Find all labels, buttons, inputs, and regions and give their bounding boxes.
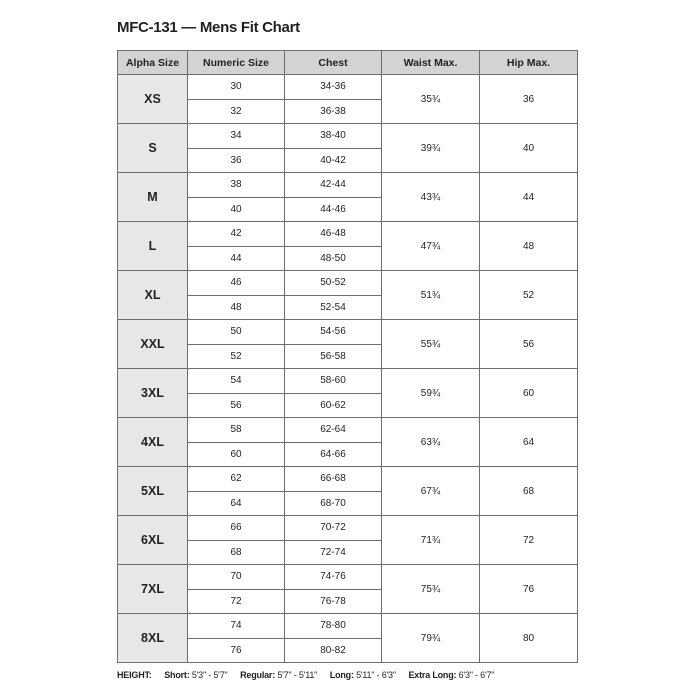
numeric-size-cell: 74	[188, 614, 285, 639]
chest-cell: 46-48	[285, 222, 382, 247]
waist-max-cell: 59¾	[382, 369, 480, 418]
numeric-size-cell: 58	[188, 418, 285, 443]
numeric-size-cell: 62	[188, 467, 285, 492]
chest-cell: 64-66	[285, 442, 382, 467]
chest-cell: 56-58	[285, 344, 382, 369]
chest-cell: 34-36	[285, 75, 382, 100]
header-numeric-size: Numeric Size	[188, 51, 285, 75]
numeric-size-cell: 72	[188, 589, 285, 614]
numeric-size-cell: 76	[188, 638, 285, 663]
hip-max-cell: 44	[480, 173, 578, 222]
table-row	[118, 614, 578, 639]
numeric-size-cell: 50	[188, 320, 285, 345]
waist-max-cell: 67¾	[382, 467, 480, 516]
numeric-size-cell: 48	[188, 295, 285, 320]
chest-cell: 76-78	[285, 589, 382, 614]
numeric-size-cell: 34	[188, 124, 285, 149]
alpha-size-cell: M	[118, 173, 188, 222]
waist-max-cell: 75¾	[382, 565, 480, 614]
numeric-size-cell: 52	[188, 344, 285, 369]
chest-cell: 38-40	[285, 124, 382, 149]
chest-cell: 60-62	[285, 393, 382, 418]
chest-cell: 66-68	[285, 467, 382, 492]
alpha-size-cell: L	[118, 222, 188, 271]
alpha-size-cell: 5XL	[118, 467, 188, 516]
chest-cell: 52-54	[285, 295, 382, 320]
height-regular-value: 5'7" - 5'11"	[277, 670, 318, 680]
height-short-value: 5'3" - 5'7"	[191, 670, 228, 680]
height-extra-long-label: Extra Long:	[408, 670, 457, 680]
waist-max-cell: 71¾	[382, 516, 480, 565]
numeric-size-cell: 66	[188, 516, 285, 541]
waist-max-cell: 47¾	[382, 222, 480, 271]
hip-max-cell: 52	[480, 271, 578, 320]
header-hip-max: Hip Max.	[480, 51, 578, 75]
table-row	[118, 75, 578, 100]
hip-max-cell: 72	[480, 516, 578, 565]
waist-max-cell: 43¾	[382, 173, 480, 222]
alpha-size-cell: 7XL	[118, 565, 188, 614]
chest-cell: 72-74	[285, 540, 382, 565]
chest-cell: 40-42	[285, 148, 382, 173]
hip-max-cell: 36	[480, 75, 578, 124]
table-row	[118, 418, 578, 443]
height-long-value: 5'11" - 6'3"	[356, 670, 396, 680]
numeric-size-cell: 40	[188, 197, 285, 222]
alpha-size-cell: 4XL	[118, 418, 188, 467]
numeric-size-cell: 32	[188, 99, 285, 124]
numeric-size-cell: 44	[188, 246, 285, 271]
chest-cell: 36-38	[285, 99, 382, 124]
chest-cell: 44-46	[285, 197, 382, 222]
hip-max-cell: 40	[480, 124, 578, 173]
numeric-size-cell: 42	[188, 222, 285, 247]
height-footer	[117, 670, 494, 680]
hip-max-cell: 56	[480, 320, 578, 369]
table-row	[118, 467, 578, 492]
hip-max-cell: 76	[480, 565, 578, 614]
hip-max-cell: 48	[480, 222, 578, 271]
chest-cell: 42-44	[285, 173, 382, 198]
header-waist-max: Waist Max.	[382, 51, 480, 75]
alpha-size-cell: 8XL	[118, 614, 188, 663]
alpha-size-cell: S	[118, 124, 188, 173]
numeric-size-cell: 36	[188, 148, 285, 173]
size-rows	[118, 75, 578, 663]
hip-max-cell: 60	[480, 369, 578, 418]
numeric-size-cell: 38	[188, 173, 285, 198]
waist-max-cell: 79¾	[382, 614, 480, 663]
table-row	[118, 124, 578, 149]
waist-max-cell: 55¾	[382, 320, 480, 369]
height-regular-label: Regular:	[240, 670, 276, 680]
numeric-size-cell: 54	[188, 369, 285, 394]
waist-max-cell: 63¾	[382, 418, 480, 467]
numeric-size-cell: 56	[188, 393, 285, 418]
alpha-size-cell: 3XL	[118, 369, 188, 418]
chest-cell: 74-76	[285, 565, 382, 590]
chest-cell: 58-60	[285, 369, 382, 394]
header-alpha-size: Alpha Size	[118, 51, 188, 75]
page-title: MFC-131 — Mens Fit Chart	[117, 19, 300, 36]
numeric-size-cell: 30	[188, 75, 285, 100]
chest-cell: 54-56	[285, 320, 382, 345]
chest-cell: 50-52	[285, 271, 382, 296]
chest-cell: 68-70	[285, 491, 382, 516]
numeric-size-cell: 68	[188, 540, 285, 565]
chest-cell: 80-82	[285, 638, 382, 663]
alpha-size-cell: XXL	[118, 320, 188, 369]
table-row	[118, 173, 578, 198]
height-short-label: Short:	[164, 670, 190, 680]
table-header-row	[118, 51, 578, 75]
table-row	[118, 320, 578, 345]
table-row	[118, 222, 578, 247]
table-row	[118, 565, 578, 590]
waist-max-cell: 51¾	[382, 271, 480, 320]
numeric-size-cell: 46	[188, 271, 285, 296]
height-long-label: Long:	[329, 670, 354, 680]
waist-max-cell: 39¾	[382, 124, 480, 173]
numeric-size-cell: 70	[188, 565, 285, 590]
chest-cell: 48-50	[285, 246, 382, 271]
size-chart-table	[117, 50, 578, 663]
height-extra-long-value: 6'3" - 6'7"	[458, 670, 495, 680]
hip-max-cell: 68	[480, 467, 578, 516]
header-chest: Chest	[285, 51, 382, 75]
hip-max-cell: 64	[480, 418, 578, 467]
table-row	[118, 369, 578, 394]
alpha-size-cell: 6XL	[118, 516, 188, 565]
alpha-size-cell: XL	[118, 271, 188, 320]
height-label: HEIGHT:	[117, 670, 152, 680]
chest-cell: 70-72	[285, 516, 382, 541]
numeric-size-cell: 64	[188, 491, 285, 516]
numeric-size-cell: 60	[188, 442, 285, 467]
table-row	[118, 271, 578, 296]
waist-max-cell: 35¾	[382, 75, 480, 124]
table-row	[118, 516, 578, 541]
chest-cell: 78-80	[285, 614, 382, 639]
hip-max-cell: 80	[480, 614, 578, 663]
alpha-size-cell: XS	[118, 75, 188, 124]
chest-cell: 62-64	[285, 418, 382, 443]
